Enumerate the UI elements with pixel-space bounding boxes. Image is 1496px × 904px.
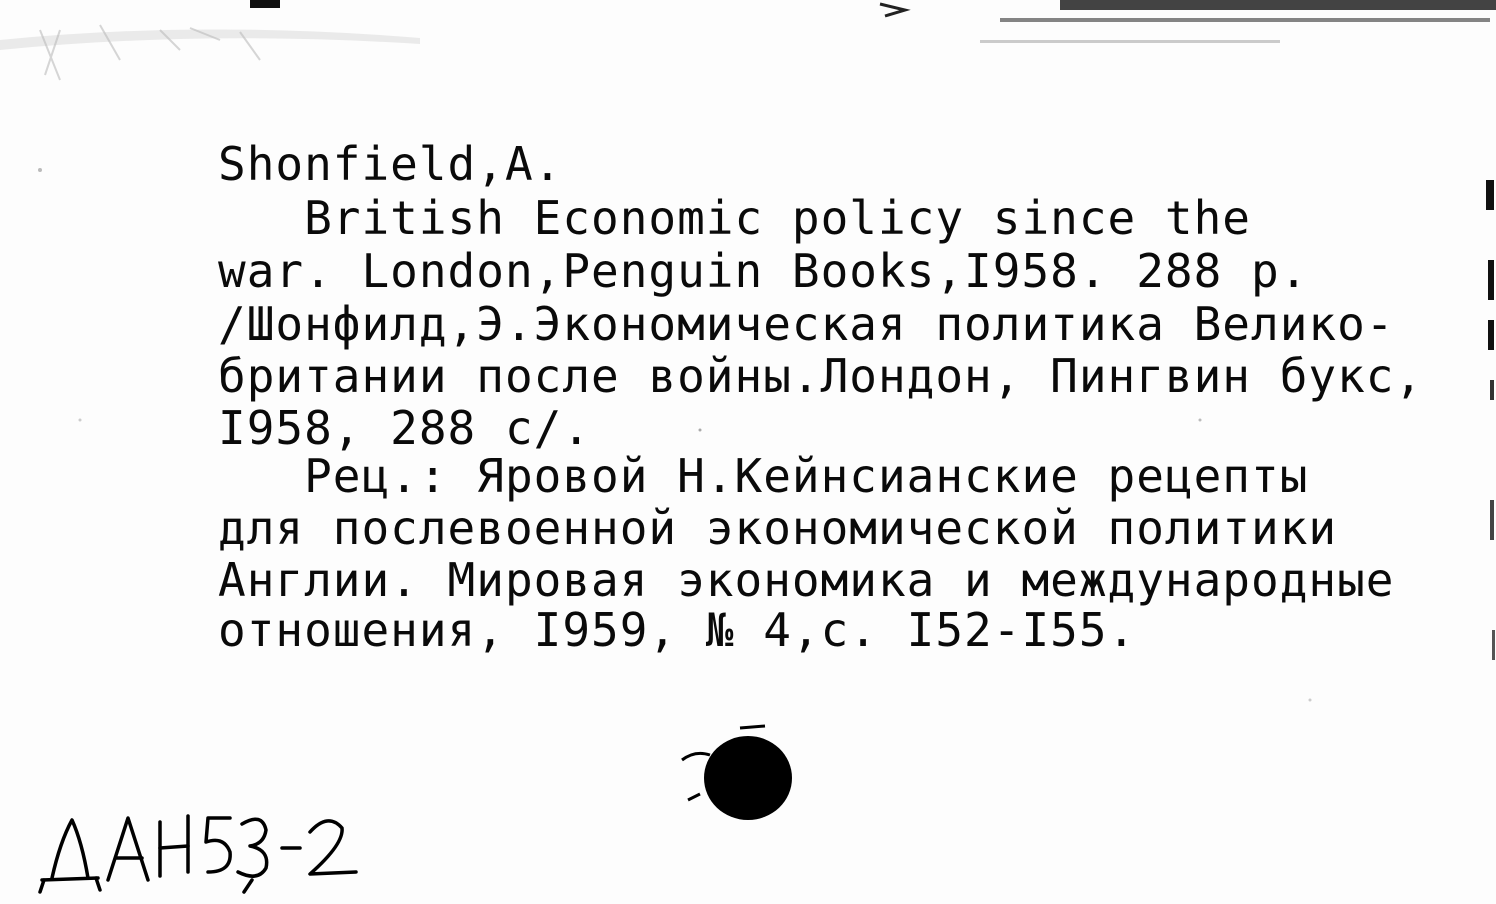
entry-line-1: British Economic policy since the xyxy=(218,191,1251,245)
entry-line-2: war. London,Penguin Books,I958. 288 p. xyxy=(218,244,1309,298)
review-line-1: Рец.: Яровой Н.Кейнсианские рецепты xyxy=(218,449,1309,503)
review-line-2: для послевоенной экономической политики xyxy=(218,501,1338,555)
edge-marks xyxy=(1476,180,1496,680)
punch-hole-icon xyxy=(670,720,810,830)
author-heading: Shonfield,A. xyxy=(218,137,563,191)
entry-line-3: /Шонфилд,Э.Экономическая политика Велико- xyxy=(218,297,1395,351)
entry-line-5: I958, 288 с/. xyxy=(218,401,592,455)
review-line-3: Англии. Мировая экономика и международные xyxy=(218,553,1395,607)
review-line-4: отношения, I959, № 4,с. I52-I55. xyxy=(218,603,1137,657)
entry-line-4: британии после войны.Лондон, Пингвин букс, xyxy=(218,349,1424,403)
handwritten-shelfmark xyxy=(38,802,378,902)
